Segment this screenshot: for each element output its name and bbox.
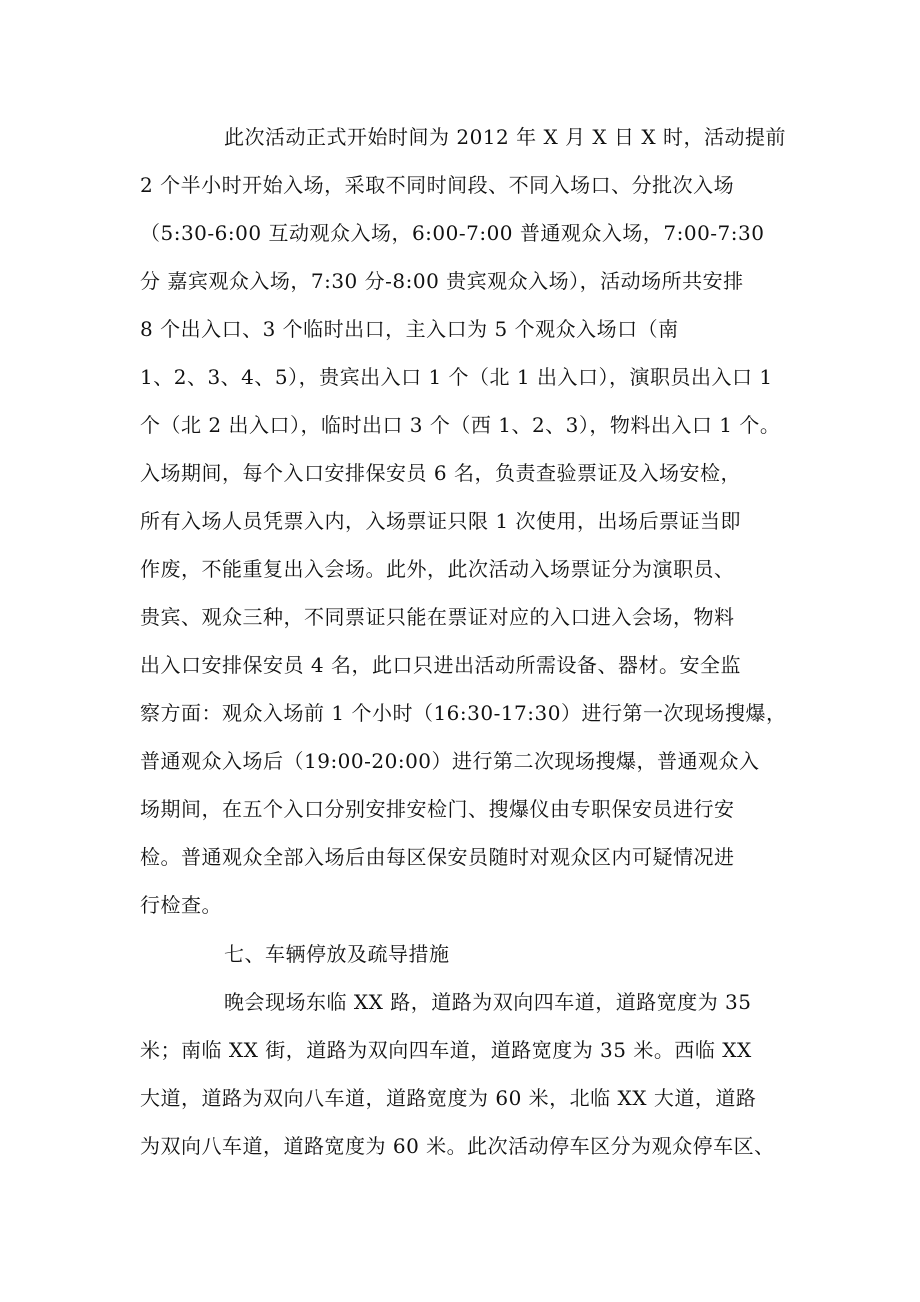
paragraph-line: 个（北 2 出入口），临时出口 3 个（西 1、2、3），物料出入口 1 个。 [140, 413, 781, 437]
paragraph-line: 行检查。 [140, 893, 222, 917]
paragraph-line: 出入口安排保安员 4 名，此口只进出活动所需设备、器材。安全监 [140, 653, 741, 677]
paragraph-line: 察方面：观众入场前 1 个小时（16:30-17:30）进行第一次现场搜爆， [140, 701, 787, 725]
paragraph-line: 2 个半小时开始入场，采取不同时间段、不同入场口、分批次入场 [140, 173, 735, 197]
paragraph-line: 为双向八车道，道路宽度为 60 米。此次活动停车区分为观众停车区、 [140, 1134, 775, 1158]
paragraph-line: 普通观众入场后（19:00-20:00）进行第二次现场搜爆，普通观众入 [140, 749, 760, 773]
paragraph-line: 场期间，在五个入口分别安排安检门、搜爆仪由专职保安员进行安 [140, 797, 735, 821]
paragraph-line: 此次活动正式开始时间为 2012 年 X 月 X 日 X 时，活动提前 [224, 125, 786, 149]
paragraph-line: 检。普通观众全部入场后由每区保安员随时对观众区内可疑情况进 [140, 845, 735, 869]
paragraph-line: 作废，不能重复出入会场。此外，此次活动入场票证分为演职员、 [140, 557, 735, 581]
paragraph-line: 入场期间，每个入口安排保安员 6 名，负责查验票证及入场安检， [140, 461, 741, 485]
paragraph-line: 晚会现场东临 XX 路，道路为双向四车道，道路宽度为 35 [224, 990, 752, 1014]
paragraph-line: 8 个出入口、3 个临时出口，主入口为 5 个观众入场口（南 [140, 317, 679, 341]
paragraph-line: （5:30-6:00 互动观众入场，6:00-7:00 普通观众入场，7:00-7:30 [140, 221, 765, 245]
paragraph-line: 所有入场人员凭票入内，入场票证只限 1 次使用，出场后票证当即 [140, 509, 741, 533]
paragraph-line: 1、2、3、4、5），贵宾出入口 1 个（北 1 出入口），演职员出入口 1 [140, 365, 773, 389]
paragraph-line: 大道，道路为双向八车道，道路宽度为 60 米，北临 XX 大道，道路 [140, 1086, 757, 1110]
paragraph-line: 分 嘉宾观众入场，7:30 分-8:00 贵宾观众入场），活动场所共安排 [140, 269, 744, 293]
paragraph-line: 米；南临 XX 街，道路为双向四车道，道路宽度为 35 米。西临 XX [140, 1038, 752, 1062]
section-heading: 七、车辆停放及疏导措施 [224, 942, 450, 966]
paragraph-line: 贵宾、观众三种，不同票证只能在票证对应的入口进入会场，物料 [140, 605, 735, 629]
